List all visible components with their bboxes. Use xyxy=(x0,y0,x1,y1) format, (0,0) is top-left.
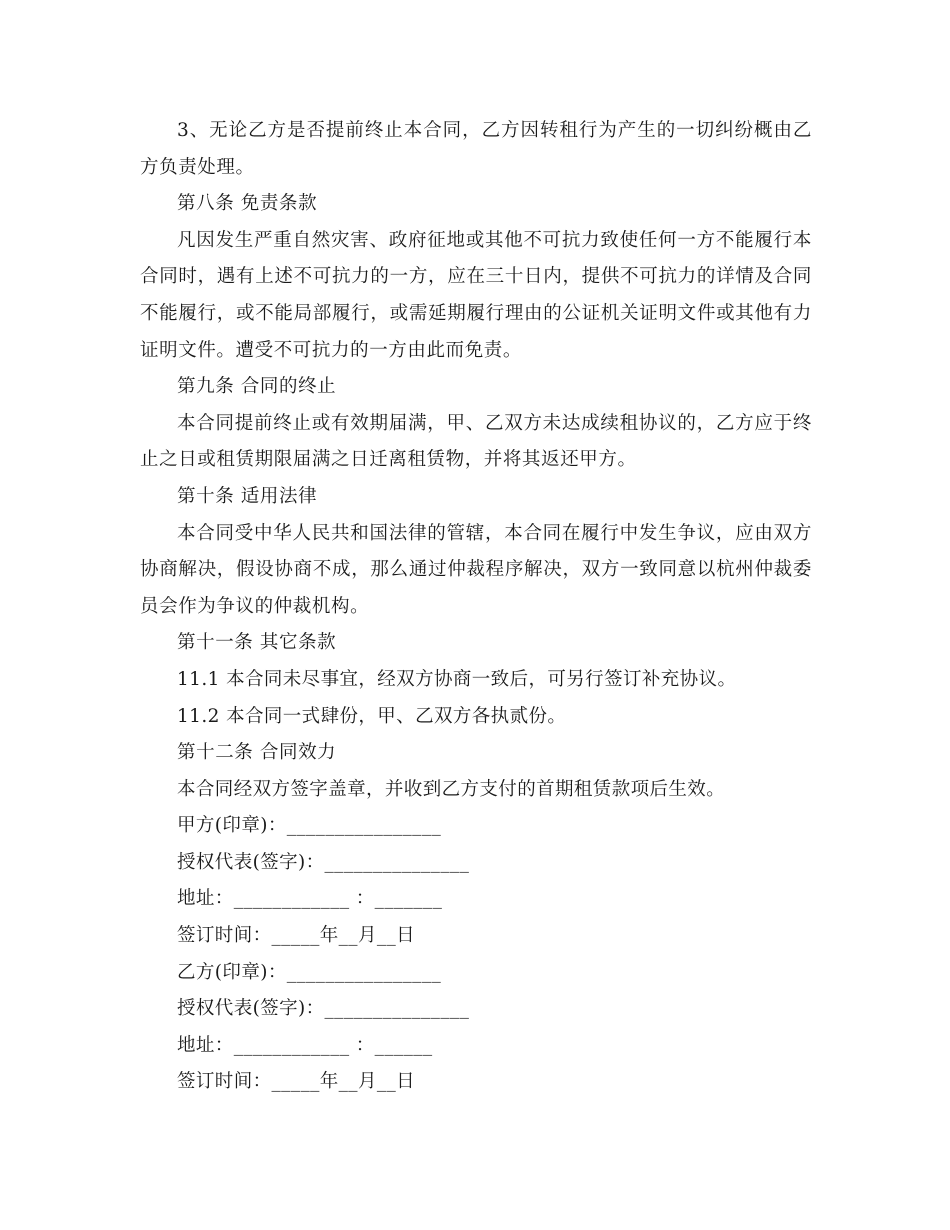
party-a-seal-line: 甲方(印章)：________________ xyxy=(177,815,442,837)
party-a-date-line: 签订时间：_____年__月__日 xyxy=(177,925,416,947)
party-b-address-line: 地址：____________ ：______ xyxy=(177,1034,433,1056)
article-12-heading: 第十二条 合同效力 xyxy=(177,742,337,764)
article-8-heading: 第八条 免责条款 xyxy=(177,193,318,215)
party-a-representative-line: 授权代表(签字)：_______________ xyxy=(177,851,470,873)
article-11-item-2: 11.2 本合同一式肆份，甲、乙双方各执贰份。 xyxy=(177,705,567,727)
party-b-date-line: 签订时间：_____年__月__日 xyxy=(177,1071,416,1093)
party-b-seal-line: 乙方(印章)：________________ xyxy=(177,961,442,983)
clause-7-item-3: 3、无论乙方是否提前终止本合同，乙方因转租行为产生的一切纠纷概由乙方负责处理。 xyxy=(140,120,812,178)
article-8-body: 凡因发生严重自然灾害、政府征地或其他不可抗力致使任何一方不能履行本合同时，遇有上述不可抗力的一方，应在三十日内，提供不可抗力的详情及合同不能履行，或不能局部履行，或需延期履行理由的公证机关证明文件或其他有力证明文件。遭受不可抗力的一方由此而免责。 xyxy=(140,229,812,361)
article-11-item-1: 11.1 本合同未尽事宜，经双方协商一致后，可另行签订补充协议。 xyxy=(177,668,737,690)
article-10-body: 本合同受中华人民共和国法律的管辖，本合同在履行中发生争议，应由双方协商解决，假设协商不成，那么通过仲裁程序解决，双方一致同意以杭州仲裁委员会作为争议的仲裁机构。 xyxy=(140,522,812,617)
party-a-address-line: 地址：____________ ：_______ xyxy=(177,888,443,910)
document-body xyxy=(140,113,812,1101)
article-10-heading: 第十条 适用法律 xyxy=(177,485,318,507)
article-9-heading: 第九条 合同的终止 xyxy=(177,376,337,398)
party-b-representative-line: 授权代表(签字)：_______________ xyxy=(177,998,470,1020)
article-12-body: 本合同经双方签字盖章，并收到乙方支付的首期租赁款项后生效。 xyxy=(177,778,726,800)
article-11-heading: 第十一条 其它条款 xyxy=(177,632,337,654)
article-9-body: 本合同提前终止或有效期届满，甲、乙双方未达成续租协议的，乙方应于终止之日或租赁期限届满之日迁离租赁物，并将其返还甲方。 xyxy=(140,412,812,471)
